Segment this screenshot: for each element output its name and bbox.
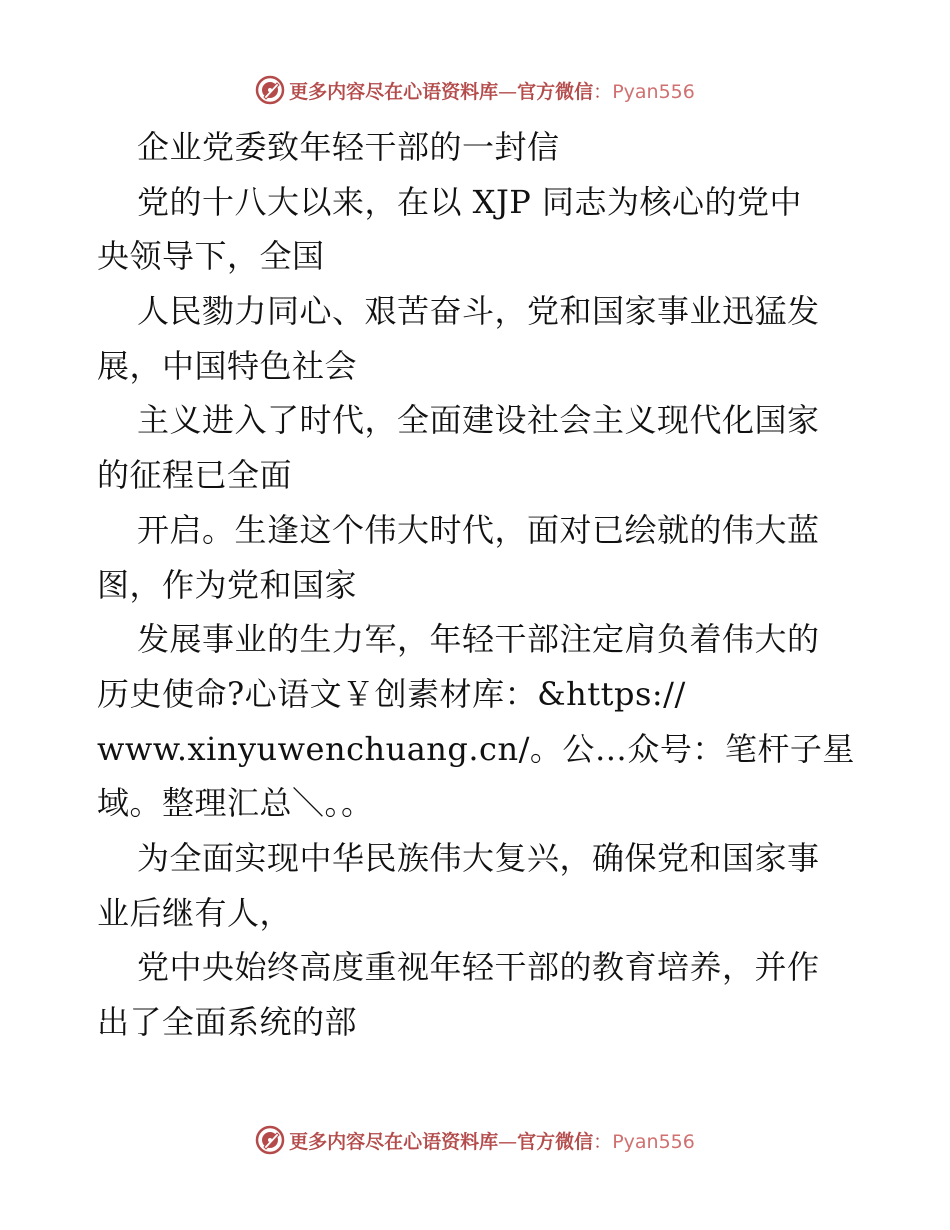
text-line: 为全面实现中华民族伟大复兴，确保党和国家事 — [137, 838, 820, 877]
header-banner-official: 官方微信 — [517, 80, 594, 103]
text-line: 业后继有人， — [97, 893, 293, 932]
text-line: 历史使命?心语文￥创素材库：&https:// — [97, 674, 686, 713]
text-line: www.xinyuwenchuang.cn/。公…众号：笔杆子星 — [97, 729, 855, 768]
text-line: 出了全面系统的部 — [97, 1003, 358, 1041]
text-line: 企业党委致年轻干部的一封信 — [137, 128, 560, 166]
text-line: 域。整理汇总＼。。 — [97, 784, 374, 823]
footer-banner-dash: — — [498, 1130, 518, 1153]
page-header-banner — [0, 70, 950, 110]
quill-pen-seal-icon — [255, 75, 285, 105]
text-line: 央领导下，全国 — [97, 237, 325, 276]
text-line: 展，中国特色社会 — [97, 346, 358, 385]
header-banner-wechat-id: Pyan556 — [612, 80, 695, 103]
text-line: 图，作为党和国家 — [97, 565, 358, 604]
header-banner-colon: ： — [593, 80, 613, 103]
text-line: 的征程已全面 — [97, 456, 293, 495]
footer-banner-wechat-id: Pyan556 — [612, 1130, 695, 1153]
text-line: 发展事业的生力军，年轻干部注定肩负着伟大的 — [137, 620, 820, 659]
header-banner-dash: — — [498, 80, 518, 103]
header-banner-main: 更多内容尽在心语资料库 — [289, 80, 499, 103]
text-line: 党的十八大以来，在以 XJP 同志为核心的党中 — [137, 182, 802, 221]
document-body — [97, 120, 857, 1050]
text-line: 主义进入了时代，全面建设社会主义现代化国家 — [137, 401, 820, 440]
text-line: 开启。生逢这个伟大时代，面对已绘就的伟大蓝 — [137, 510, 820, 549]
footer-banner-colon: ： — [593, 1130, 613, 1153]
quill-pen-seal-icon — [255, 1125, 285, 1155]
text-line: 人民勠力同心、艰苦奋斗，党和国家事业迅猛发 — [137, 292, 820, 331]
page-footer-banner — [0, 1120, 950, 1160]
footer-banner-text — [289, 1127, 695, 1154]
header-banner-text — [289, 77, 695, 104]
text-line: 党中央始终高度重视年轻干部的教育培养，并作 — [137, 948, 820, 987]
footer-banner-main: 更多内容尽在心语资料库 — [289, 1130, 499, 1153]
footer-banner-official: 官方微信 — [517, 1130, 594, 1153]
